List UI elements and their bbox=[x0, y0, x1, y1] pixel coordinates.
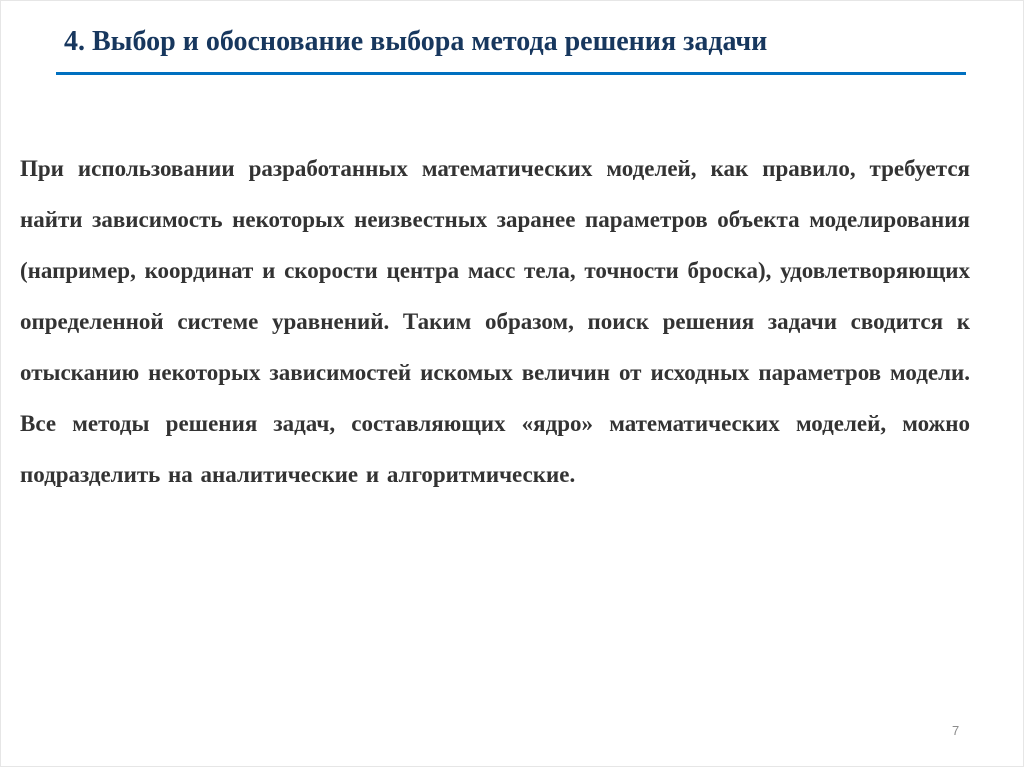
slide-body-paragraph: При использовании разработанных математических моделей, как правило, требуется найти зависимость некоторых неизвестных заранее параметров объекта моделирования (например, координат и скорости центра масс тела, точности броска), удовлетворяющих определенной системе уравнений. Таким образом, поиск решения задачи сводится к отысканию некоторых зависимостей искомых величин от исходных параметров модели. Все методы решения задач, составляющих «ядро» математических моделей, можно подразделить на аналитические и алгоритмические. bbox=[20, 156, 970, 487]
title-underline-divider bbox=[56, 72, 966, 75]
slide-title: 4. Выбор и обоснование выбора метода решения задачи bbox=[64, 26, 768, 57]
slide-page-number: 7 bbox=[952, 723, 960, 738]
